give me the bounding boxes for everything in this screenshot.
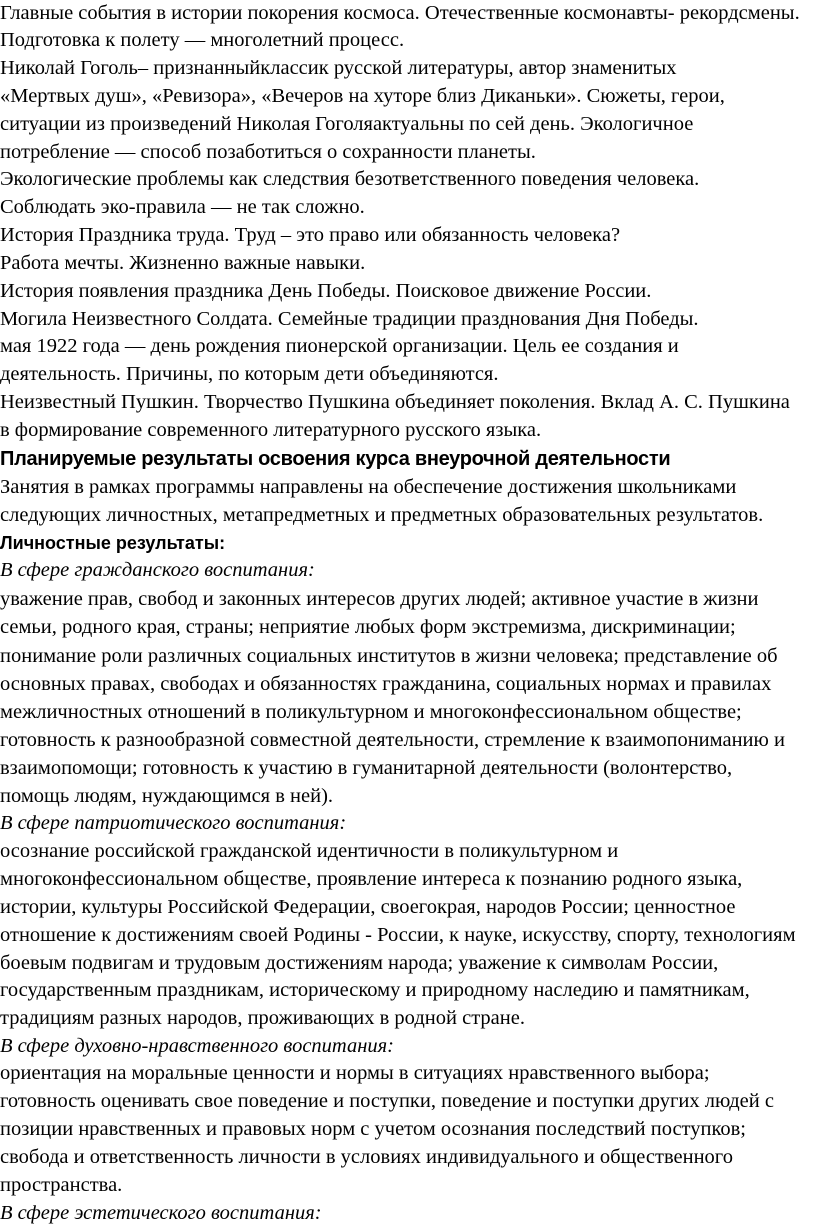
patriotic-section-title: В сфере патриотического воспитания: xyxy=(0,812,347,834)
text-line: Экологические проблемы как следствия безответственного поведения человека. xyxy=(0,168,700,190)
patriotic-line: традициям разных народов, проживающих в родной стране. xyxy=(0,1007,525,1029)
text-line: История появления праздника День Победы. Поисковое движение России. xyxy=(0,280,652,302)
civic-line: уважение прав, свобод и законных интересов других людей; активное участие в жизни xyxy=(0,588,759,610)
text-line: Могила Неизвестного Солдата. Семейные традиции празднования Дня Победы. xyxy=(0,308,699,330)
civic-line: основных правах, свободах и обязанностях гражданина, социальных нормах и правилах xyxy=(0,673,772,695)
moral-line: свобода и ответственность личности в условиях индивидуального и общественного xyxy=(0,1146,733,1168)
text-line: Соблюдать эко-правила — не так сложно. xyxy=(0,196,365,218)
patriotic-line: боевым подвигам и трудовым достижениям народа; уважение к символам России, xyxy=(0,952,719,974)
aesthetic-section-title: В сфере эстетического воспитания: xyxy=(0,1202,322,1224)
text-line: Работа мечты. Жизненно важные навыки. xyxy=(0,252,366,274)
moral-line: ориентация на моральные ценности и нормы в ситуациях нравственного выбора; xyxy=(0,1062,710,1084)
intro-line: Занятия в рамках программы направлены на обеспечение достижения школьниками xyxy=(0,476,737,498)
civic-line: семьи, родного края, страны; неприятие любых форм экстремизма, дискриминации; xyxy=(0,616,736,638)
text-line: Подготовка к полету — многолетний процесс. xyxy=(0,29,405,51)
text-line: Главные события в истории покорения космоса. Отечественные космонавты- рекордсмены. xyxy=(0,2,800,24)
text-line: деятельность. Причины, по которым дети объединяются. xyxy=(0,363,499,385)
text-line: ситуации из произведений Николая Гоголяактуальны по сей день. Экологичное xyxy=(0,113,694,135)
moral-line: готовность оценивать свое поведение и поступки, поведение и поступки других людей с xyxy=(0,1090,774,1112)
civic-line: межличностных отношений в поликультурном и многоконфессиональном обществе; xyxy=(0,701,742,723)
moral-line: позиции нравственных и правовых норм с учетом осознания последствий поступков; xyxy=(0,1118,747,1140)
section-heading: Планируемые результаты освоения курса внеурочной деятельности xyxy=(0,448,671,470)
patriotic-line: отношение к достижениям своей Родины - России, к науке, искусству, спорту, технологиям xyxy=(0,924,796,946)
text-line: Неизвестный Пушкин. Творчество Пушкина объединяет поколения. Вклад А. С. Пушкина xyxy=(0,391,790,413)
civic-line: понимание роли различных социальных институтов в жизни человека; представление об xyxy=(0,645,778,667)
text-line: Николай Гоголь– признанныйклассик русской литературы, автор знаменитых xyxy=(0,57,677,79)
patriotic-line: многоконфессиональном обществе, проявление интереса к познанию родного языка, xyxy=(0,868,743,890)
subheading-personal-results: Личностные результаты: xyxy=(0,533,226,553)
moral-section-title: В сфере духовно-нравственного воспитания: xyxy=(0,1035,394,1057)
patriotic-line: истории, культуры Российской Федерации, своегокрая, народов России; ценностное xyxy=(0,896,736,918)
intro-line: следующих личностных, метапредметных и предметных образовательных результатов. xyxy=(0,504,764,526)
text-line: потребление — способ позаботиться о сохранности планеты. xyxy=(0,141,536,163)
civic-line: взаимопомощи; готовность к участию в гуманитарной деятельности (волонтерство, xyxy=(0,757,733,779)
civic-section-title: В сфере гражданского воспитания: xyxy=(0,559,315,581)
text-line: мая 1922 года — день рождения пионерской организации. Цель ее создания и xyxy=(0,335,679,357)
civic-line: помощь людям, нуждающимся в ней). xyxy=(0,785,334,807)
text-line: История Праздника труда. Труд – это право или обязанность человека? xyxy=(0,224,621,246)
patriotic-line: осознание российской гражданской идентичности в поликультурном и xyxy=(0,840,619,862)
moral-line: пространства. xyxy=(0,1174,123,1196)
patriotic-line: государственным праздникам, историческому и природному наследию и памятникам, xyxy=(0,979,750,1001)
text-line: «Мертвых душ», «Ревизора», «Вечеров на хуторе близ Диканьки». Сюжеты, герои, xyxy=(0,85,725,107)
civic-line: готовность к разнообразной совместной деятельности, стремление к взаимопониманию и xyxy=(0,729,785,751)
text-line: в формирование современного литературного русского языка. xyxy=(0,419,542,441)
